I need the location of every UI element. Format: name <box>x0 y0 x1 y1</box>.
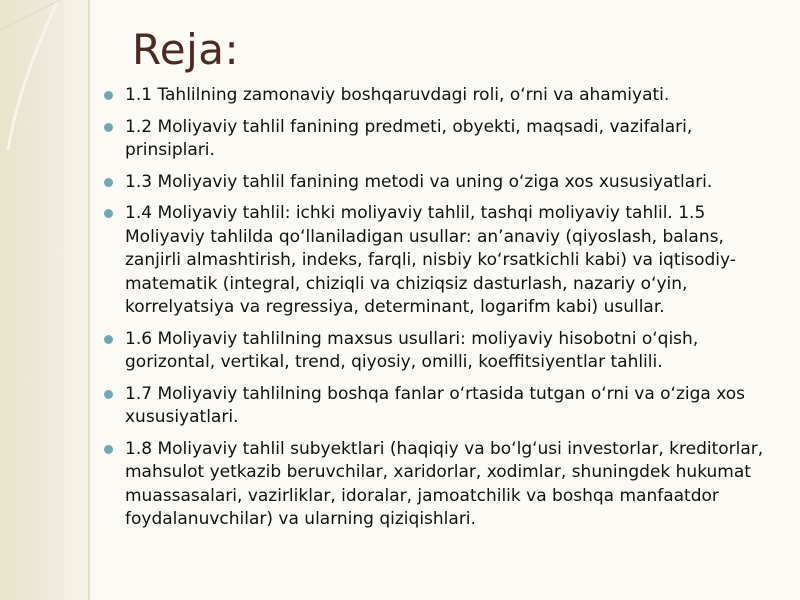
bullet-item <box>104 438 768 532</box>
bullet-dot-icon <box>104 91 113 100</box>
bullet-dot-icon <box>104 445 113 454</box>
bullet-text: 1.4 Moliyaviy tahlil: ichki moliyaviy tahlil, tashqi moliyaviy tahlil. 1.5 Moliyaviy tahlilda qo‘llaniladigan usullar: an’anaviy (qiyoslash, balans, zanjirli almashtirish, indeks, farqli, nisbiy ko‘rsatkichli kabi) va iqtisodiy-matematik (integral, chiziqli va chiziqsiz dasturlash, nazariy o‘yin, korrelyatsiya va regressiya, determinant, logarifm kabi) usullar. <box>125 203 736 317</box>
bullet-text: 1.1 Tahlilning zamonaviy boshqaruvdagi roli, o‘rni va ahamiyati. <box>125 85 670 105</box>
bullet-text: 1.2 Moliyaviy tahlil fanining predmeti, obyekti, maqsadi, vazifalari, prinsiplari. <box>125 116 693 160</box>
bullet-item <box>104 328 768 375</box>
bullet-item <box>104 383 768 430</box>
bullet-text: 1.7 Moliyaviy tahlilning boshqa fanlar o‘rtasida tutgan o‘rni va o‘ziga xos xususiyatlari. <box>125 383 746 427</box>
bullet-dot-icon <box>104 123 113 132</box>
decorative-curve <box>0 0 100 600</box>
bullet-item <box>104 171 768 195</box>
bullet-dot-icon <box>104 335 113 344</box>
bullet-list <box>104 84 768 540</box>
bullet-dot-icon <box>104 390 113 399</box>
bullet-text: 1.8 Moliyaviy tahlil subyektlari (haqiqiy va bo‘lg‘usi investorlar, kreditorlar, mahsulot yetkazib beruvchilar, xaridorlar, xodimlar, shuningdek hukumat muassasalari, vazirliklar, idoralar, jamoatchilik va boshqa manfaatdor foydalanuvchilar) va ularning qiziqishlari. <box>125 438 764 529</box>
bullet-text: 1.3 Moliyaviy tahlil fanining metodi va uning o‘ziga xos xususiyatlari. <box>125 171 713 192</box>
bullet-dot-icon <box>104 209 113 218</box>
bullet-item <box>104 84 768 108</box>
bullet-dot-icon <box>104 178 113 187</box>
bullet-item <box>104 116 768 163</box>
slide-title: Reja: <box>132 25 240 74</box>
bullet-item <box>104 202 768 320</box>
bullet-text: 1.6 Moliyaviy tahlilning maxsus usullari: moliyaviy hisobotni o‘qish, gorizontal, vertikal, trend, qiyosiy, omilli, koeffitsiyentlar tahlili. <box>125 328 699 372</box>
